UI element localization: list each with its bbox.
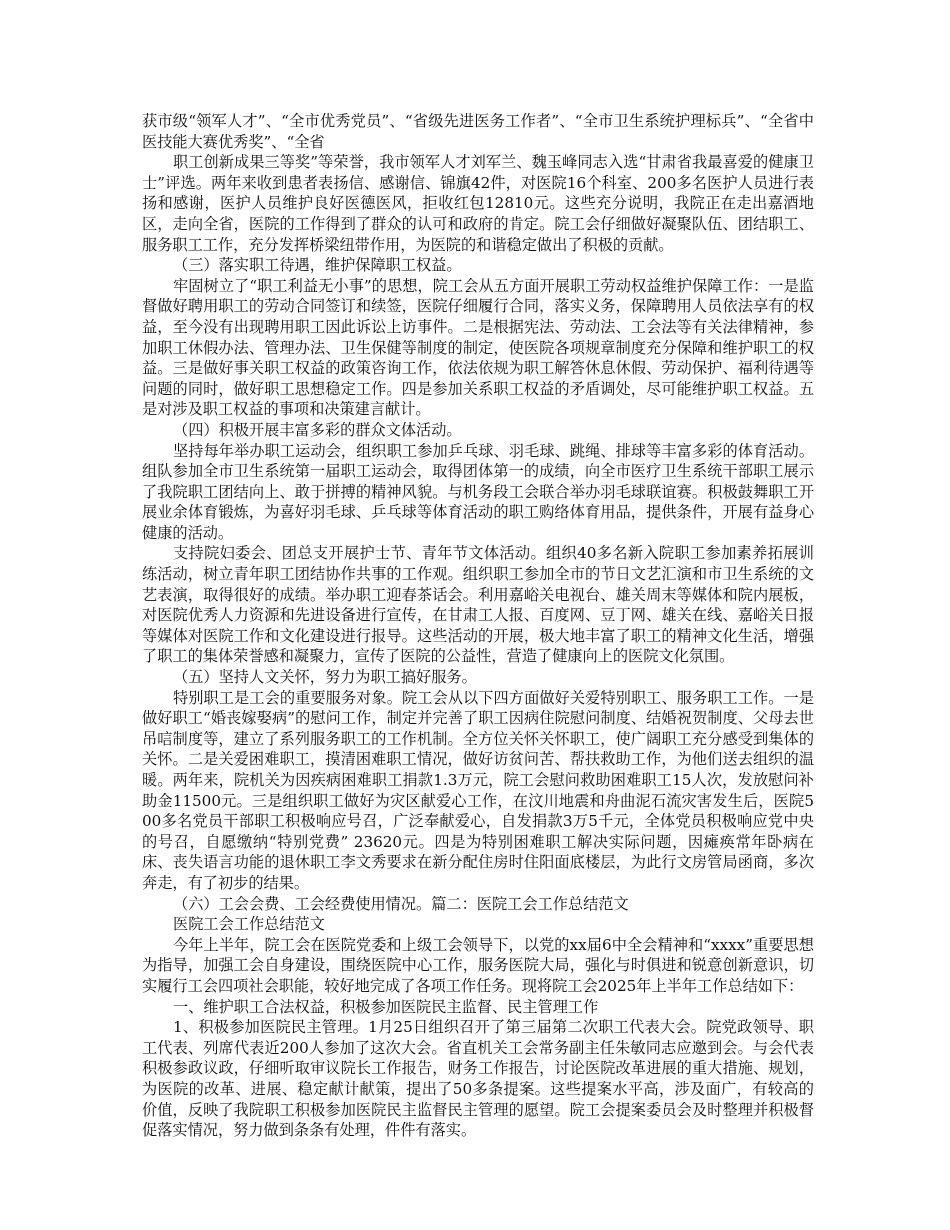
section-heading: （五）坚持人文关怀，努力为职工搞好服务。 — [173, 668, 477, 687]
body-paragraph: 牢固树立了“职工利益无小事”的思想，院工会从五方面开展职工劳动权益维护保障工作：一是监督做好聘用职工的劳动合同签订和续签，医院仔细履行合同，落实义务，保障聘用人员依法享有的权益，至今没有出现聘用职工因此诉讼上访事件。二是根据宪法、劳动法、工会法等有关法律精神，参加职工休假办法、管理办法、卫生保健等制度的制定，使医院各项规章制度充分保障和维护职工的权益。三是做好事关职工权益的政策咨询工作，依法依规为职工解答休息休假、劳动保护、福利待遇等问题的同时，做好职工思想稳定工作。四是参加关系职工权益的矛盾调处，尽可能维护职工权益。五是对涉及职工权益的事项和决策建言献计。 — [142, 276, 814, 419]
body-paragraph: 坚持每年举办职工运动会，组织职工参加乒乓球、羽毛球、跳绳、排球等丰富多彩的体育活动。组队参加全市卫生系统第一届职工运动会，取得团体第一的成绩，向全市医疗卫生系统干部职工展示了我院职工团结向上、敢于拼搏的精神风貌。与机务段工会联合举办羽毛球联谊赛。积极鼓舞职工开展业余体育锻炼，为喜好羽毛球、乒乓球等体育活动的职工购络体育用品，提供条件，开展有益身心健康的活动。 — [142, 441, 814, 542]
body-paragraph: 获市级“领军人才”、“全市优秀党员”、“省级先进医务工作者”、“全市卫生系统护理标兵”、“全省中医技能大赛优秀奖”、“全省 — [142, 112, 814, 151]
section-heading: 一、维护职工合法权益，积极参加医院民主监督、民主管理工作 — [173, 997, 599, 1016]
section-heading: （四）积极开展丰富多彩的群众文体活动。 — [173, 420, 462, 439]
section-heading: 医院工会工作总结范文 — [173, 915, 325, 934]
body-paragraph: 1、积极参加医院民主管理。1月25日组织召开了第三届第二次职工代表大会。院党政领导、职工代表、列席代表近200人参加了这次大会。省直机关工会常务副主任朱敏同志应邀到会。与会代表积极参政议政，仔细听取审议院长工作报告，财务工作报告，讨论医院改革进展的重大措施、规划，为医院的改革、进展、稳定献计献策，提出了50多条提案。这些提案水平高，涉及面广，有较高的价值，反映了我院职工积极参加医院民主监督民主管理的愿望。院工会提案委员会及时整理并积极督促落实情况，努力做到条条有处理，件件有落实。 — [142, 1018, 814, 1140]
section-heading: （三）落实职工待遇，维护保障职工权益。 — [173, 256, 462, 275]
body-paragraph: 支持院妇委会、团总支开展护士节、青年节文体活动。组织40多名新入院职工参加素养拓展训练活动，树立青年职工团结协作共事的工作观。组织职工参加全市的节日文艺汇演和市卫生系统的文艺表演，取得很好的成绩。举办职工迎春茶话会。利用嘉峪关电视台、雄关周末等媒体和院内展板，对医院优秀人力资源和先进设备进行宣传，在甘肃工人报、百度网、豆丁网、雄关在线、嘉峪关日报等媒体对医院工作和文化建设进行报导。这些活动的开展，极大地丰富了职工的精神文化生活，增强了职工的集体荣誉感和凝聚力，宣传了医院的公益性，营造了健康向上的医院文化氛围。 — [142, 544, 814, 666]
document-body — [142, 111, 814, 1141]
section-heading: （六）工会会费、工会经费使用情况。篇二：医院工会工作总结范文 — [173, 894, 629, 913]
body-paragraph: 职工创新成果三等奖”等荣誉，我市领军人才刘军兰、魏玉峰同志入选“甘肃省我最喜爱的健康卫士”评选。两年来收到患者表扬信、感谢信、锦旗42件，对医院16个科室、200多名医护人员进行表扬和感谢，医护人员维护良好医德医风，拒收红包12810元。这些充分说明，我院正在走出嘉酒地区，走向全省，医院的工作得到了群众的认可和政府的肯定。院工会仔细做好凝聚队伍、团结职工、服务职工工作，充分发挥桥梁纽带作用，为医院的和谐稳定做出了积极的贡献。 — [142, 153, 814, 254]
body-paragraph: 特别职工是工会的重要服务对象。院工会从以下四方面做好关爱特别职工、服务职工工作。一是做好职工“婚丧嫁娶病”的慰问工作，制定并完善了职工因病住院慰问制度、结婚祝贺制度、父母去世吊唁制度等，建立了系列服务职工的工作机制。全方位关怀关怀职工，使广阔职工充分感受到集体的关怀。二是关爱困难职工，摸清困难职工情况，做好访贫问苦、帮扶救助工作，为他们送去组织的温暖。两年来，院机关为因疾病困难职工捐款1.3万元，院工会慰问救助困难职工15人次，发放慰问补助金11500元。三是组织职工做好为灾区献爱心工作，在汶川地震和舟曲泥石流灾害发生后，医院500多名党员干部职工积极响应号召，广泛奉献爱心，自发捐款3万5千元，全体党员积极响应党中央的号召，自愿缴纳“特别党费” 23620元。四是为特别困难职工解决实际问题，因瘫痪常年卧病在床、丧失语言功能的退休职工李文秀要求在新分配住房时住阳面底楼层，为此行文房管局函商，多次奔走，有了初步的结果。 — [142, 688, 814, 892]
body-paragraph: 今年上半年，院工会在医院党委和上级工会领导下，以党的xx届6中全会精神和“xxxx”重要思想为指导，加强工会自身建设，围绕医院中心工作，服务医院大局，强化与时俱进和锐意创新意识，切实履行工会四项社会职能，较好地完成了各项工作任务。现将院工会2025年上半年工作总结如下： — [142, 935, 814, 995]
